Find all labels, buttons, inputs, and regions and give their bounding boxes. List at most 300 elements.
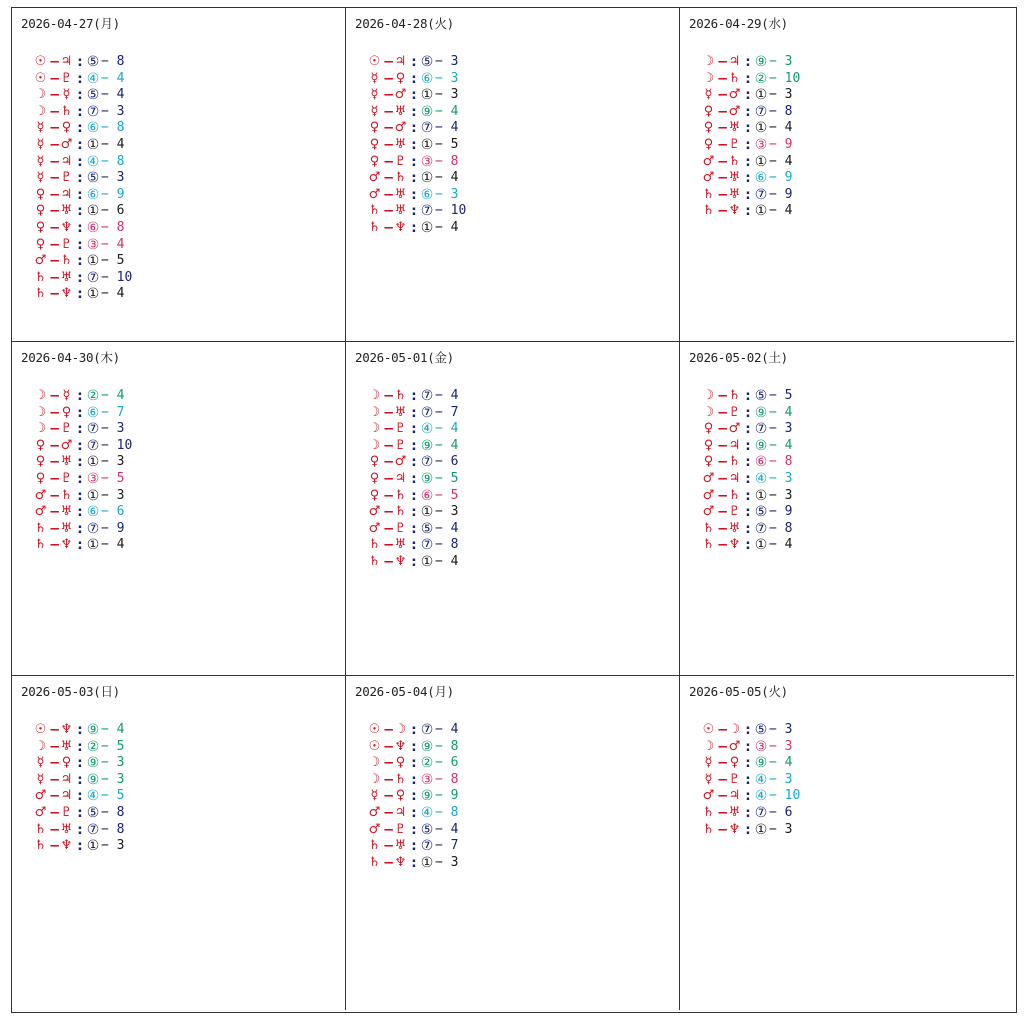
aspect-row: [366, 521, 469, 538]
aspect-row: [366, 203, 469, 220]
aspect-strength: − 3: [101, 103, 125, 119]
aspect-row: [700, 504, 803, 521]
aspect-code: ⑦: [420, 537, 434, 554]
colon-separator: :: [745, 487, 751, 504]
aspect-code: ⑥: [420, 186, 434, 203]
aspect-row: [700, 154, 803, 171]
aspect-strength: − 3: [101, 170, 125, 186]
planet-a-glyph: ♄: [368, 219, 381, 235]
colon-separator: :: [411, 854, 417, 871]
dash-separator: −: [49, 120, 61, 137]
aspect-row: [32, 772, 135, 789]
aspect-code: ④: [86, 70, 100, 87]
aspect-strength: − 3: [101, 771, 125, 787]
dash-separator: −: [383, 421, 395, 438]
dash-separator: −: [383, 70, 395, 87]
planet-b-glyph: ♇: [60, 470, 73, 486]
aspect-strength: − 4: [101, 286, 125, 302]
planet-a-glyph: ♂: [368, 170, 381, 186]
aspect-row: [32, 537, 135, 554]
dash-separator: −: [49, 421, 61, 438]
colon-separator: :: [77, 454, 83, 471]
aspect-row: [700, 454, 803, 471]
aspect-row: [366, 104, 469, 121]
aspect-code: ⑥: [420, 70, 434, 87]
planet-b-glyph: ♆: [60, 838, 73, 854]
planet-a-glyph: ♂: [368, 821, 381, 837]
aspect-code: ⑤: [86, 170, 100, 187]
aspect-row: [366, 388, 469, 405]
dash-separator: −: [717, 755, 729, 772]
aspect-strength: − 4: [435, 388, 459, 403]
colon-separator: :: [411, 804, 417, 821]
dash-separator: −: [383, 854, 395, 871]
colon-separator: :: [77, 286, 83, 303]
planet-b-glyph: ♇: [728, 504, 741, 520]
dash-separator: −: [717, 404, 729, 421]
planet-b-glyph: ♃: [394, 804, 407, 820]
planet-a-glyph: ☽: [702, 738, 715, 754]
aspect-code: ⑨: [754, 54, 768, 70]
day-cell: [12, 342, 346, 676]
aspect-row: [32, 388, 135, 405]
aspect-code: ①: [754, 487, 768, 504]
aspect-strength: − 8: [435, 771, 459, 787]
aspect-strength: − 4: [769, 404, 793, 420]
dash-separator: −: [717, 821, 729, 838]
aspect-strength: − 8: [101, 219, 125, 235]
dash-separator: −: [383, 755, 395, 772]
aspect-strength: − 4: [435, 421, 459, 437]
dash-separator: −: [717, 87, 729, 104]
colon-separator: :: [411, 470, 417, 487]
planet-b-glyph: ♃: [60, 54, 73, 69]
dash-separator: −: [383, 203, 395, 220]
day-date: 2026-05-05(火): [689, 684, 788, 699]
aspect-row: [700, 438, 803, 455]
aspect-strength: − 5: [101, 738, 125, 754]
planet-a-glyph: ☉: [34, 70, 47, 86]
colon-separator: :: [77, 87, 83, 104]
aspect-row: [366, 421, 469, 438]
planet-b-glyph: ♄: [60, 103, 73, 119]
aspect-strength: − 4: [435, 170, 459, 186]
colon-separator: :: [77, 219, 83, 236]
aspect-strength: − 8: [101, 821, 125, 837]
aspect-strength: − 4: [101, 87, 125, 103]
aspect-strength: − 5: [435, 136, 459, 152]
aspect-row: [366, 405, 469, 422]
dash-separator: −: [49, 437, 61, 454]
aspect-code: ②: [420, 755, 434, 772]
aspect-row: [700, 722, 803, 739]
colon-separator: :: [745, 771, 751, 788]
planet-b-glyph: ♄: [60, 253, 73, 269]
aspect-strength: − 8: [435, 153, 459, 169]
dash-separator: −: [717, 103, 729, 120]
planet-b-glyph: ♄: [728, 454, 741, 470]
aspect-strength: − 3: [769, 738, 793, 754]
aspect-strength: − 3: [101, 838, 125, 854]
planet-a-glyph: ☿: [370, 70, 379, 86]
dash-separator: −: [383, 738, 395, 755]
aspect-strength: − 4: [769, 203, 793, 219]
planet-b-glyph: ♆: [394, 854, 407, 870]
planet-a-glyph: ♀: [369, 487, 380, 503]
aspect-row: [366, 87, 469, 104]
planet-a-glyph: ♀: [35, 470, 46, 486]
dash-separator: −: [49, 838, 61, 855]
aspect-list: [32, 722, 135, 855]
planet-a-glyph: ♀: [35, 437, 46, 453]
dash-separator: −: [49, 738, 61, 755]
dash-separator: −: [49, 269, 61, 286]
aspect-strength: − 3: [435, 70, 459, 86]
planet-a-glyph: ♂: [368, 186, 381, 202]
aspect-code: ①: [420, 136, 434, 153]
aspect-code: ⑦: [420, 454, 434, 471]
aspect-row: [32, 722, 135, 739]
aspect-strength: − 4: [769, 755, 793, 771]
dash-separator: −: [383, 788, 395, 805]
aspect-row: [32, 170, 135, 187]
planet-a-glyph: ♂: [702, 170, 715, 186]
planet-b-glyph: ♄: [394, 504, 407, 520]
aspect-row: [32, 438, 135, 455]
planet-a-glyph: ♀: [703, 421, 714, 437]
aspect-strength: − 4: [101, 136, 125, 152]
dash-separator: −: [383, 120, 395, 137]
planet-b-glyph: ♄: [60, 487, 73, 503]
planet-a-glyph: ♂: [34, 487, 47, 503]
dash-separator: −: [49, 253, 61, 270]
colon-separator: :: [411, 120, 417, 137]
aspect-row: [700, 788, 803, 805]
planet-a-glyph: ♂: [34, 253, 47, 269]
aspect-code: ⑦: [86, 103, 100, 120]
aspect-row: [32, 120, 135, 137]
aspect-row: [366, 170, 469, 187]
planet-a-glyph: ☿: [36, 170, 45, 186]
aspect-code: ⑨: [420, 103, 434, 120]
planet-a-glyph: ☽: [368, 421, 381, 437]
aspect-strength: − 9: [101, 520, 125, 536]
dash-separator: −: [49, 153, 61, 170]
dash-separator: −: [717, 421, 729, 438]
aspect-code: ⑨: [86, 755, 100, 772]
planet-a-glyph: ♀: [703, 103, 714, 119]
planet-a-glyph: ☽: [702, 70, 715, 86]
dash-separator: −: [49, 236, 61, 253]
aspect-strength: − 10: [769, 70, 801, 86]
dash-separator: −: [383, 537, 395, 554]
aspect-strength: − 4: [769, 437, 793, 453]
aspect-code: ⑤: [754, 388, 768, 404]
aspect-strength: − 3: [769, 470, 793, 486]
aspect-code: ⑦: [86, 520, 100, 537]
aspect-row: [32, 253, 135, 270]
dash-separator: −: [49, 103, 61, 120]
colon-separator: :: [411, 186, 417, 203]
colon-separator: :: [411, 504, 417, 521]
planet-b-glyph: ♇: [60, 421, 73, 437]
planet-a-glyph: ♄: [34, 838, 47, 854]
colon-separator: :: [77, 136, 83, 153]
aspect-strength: − 4: [101, 70, 125, 86]
planet-b-glyph: ♂: [60, 136, 73, 152]
aspect-code: ⑤: [86, 54, 100, 70]
aspect-strength: − 4: [435, 520, 459, 536]
planet-a-glyph: ♂: [368, 804, 381, 820]
aspect-strength: − 3: [769, 421, 793, 437]
dash-separator: −: [383, 219, 395, 236]
colon-separator: :: [411, 821, 417, 838]
aspect-row: [32, 788, 135, 805]
aspect-row: [700, 54, 803, 71]
aspect-code: ⑦: [754, 103, 768, 120]
planet-a-glyph: ♄: [702, 821, 715, 837]
planet-a-glyph: ♀: [369, 470, 380, 486]
aspect-strength: − 3: [435, 54, 459, 69]
aspect-code: ①: [754, 153, 768, 170]
colon-separator: :: [745, 153, 751, 170]
dash-separator: −: [49, 404, 61, 421]
aspect-row: [700, 71, 803, 88]
planet-a-glyph: ♂: [34, 788, 47, 804]
planet-a-glyph: ☽: [368, 388, 381, 403]
aspect-strength: − 3: [769, 487, 793, 503]
dash-separator: −: [717, 771, 729, 788]
aspect-code: ⑦: [754, 520, 768, 537]
colon-separator: :: [411, 388, 417, 404]
aspect-strength: − 9: [769, 186, 793, 202]
aspect-strength: − 4: [435, 821, 459, 837]
colon-separator: :: [411, 219, 417, 236]
colon-separator: :: [745, 470, 751, 487]
aspect-strength: − 4: [435, 553, 459, 569]
aspect-strength: − 5: [435, 470, 459, 486]
aspect-strength: − 6: [769, 804, 793, 820]
colon-separator: :: [745, 537, 751, 554]
dash-separator: −: [383, 404, 395, 421]
planet-a-glyph: ☉: [34, 54, 47, 69]
planet-a-glyph: ☽: [34, 103, 47, 119]
planet-b-glyph: ♃: [60, 771, 73, 787]
planet-b-glyph: ☿: [62, 87, 71, 103]
aspect-code: ①: [86, 136, 100, 153]
planet-b-glyph: ♅: [394, 103, 407, 119]
aspect-strength: − 6: [101, 203, 125, 219]
dash-separator: −: [49, 186, 61, 203]
planet-b-glyph: ♆: [60, 286, 73, 302]
colon-separator: :: [745, 120, 751, 137]
colon-separator: :: [411, 537, 417, 554]
planet-b-glyph: ♃: [60, 186, 73, 202]
aspect-strength: − 3: [101, 755, 125, 771]
aspect-row: [700, 772, 803, 789]
aspect-code: ①: [86, 454, 100, 471]
dash-separator: −: [383, 520, 395, 537]
dash-separator: −: [49, 70, 61, 87]
planet-b-glyph: ☿: [62, 388, 71, 403]
planet-b-glyph: ♇: [60, 236, 73, 252]
dash-separator: −: [717, 437, 729, 454]
aspect-row: [32, 805, 135, 822]
aspect-row: [700, 203, 803, 220]
planet-a-glyph: ♀: [35, 186, 46, 202]
planet-b-glyph: ♅: [728, 186, 741, 202]
dash-separator: −: [49, 821, 61, 838]
planet-a-glyph: ☽: [34, 388, 47, 403]
aspect-strength: − 3: [435, 186, 459, 202]
planet-a-glyph: ♂: [702, 153, 715, 169]
aspect-code: ⑦: [754, 421, 768, 438]
planet-a-glyph: ♂: [702, 487, 715, 503]
colon-separator: :: [411, 487, 417, 504]
planet-b-glyph: ♃: [394, 470, 407, 486]
aspect-code: ③: [86, 470, 100, 487]
colon-separator: :: [77, 537, 83, 554]
planet-a-glyph: ♂: [34, 804, 47, 820]
aspect-strength: − 7: [101, 404, 125, 420]
planet-a-glyph: ☉: [368, 738, 381, 754]
planet-a-glyph: ♄: [34, 269, 47, 285]
aspect-row: [32, 187, 135, 204]
aspect-strength: − 9: [101, 186, 125, 202]
planet-b-glyph: ♇: [60, 70, 73, 86]
colon-separator: :: [411, 103, 417, 120]
planet-a-glyph: ☿: [36, 120, 45, 136]
dash-separator: −: [383, 437, 395, 454]
planet-a-glyph: ♄: [702, 186, 715, 202]
planet-b-glyph: ♂: [728, 87, 741, 103]
aspect-code: ①: [420, 87, 434, 104]
aspect-code: ⑤: [754, 722, 768, 738]
day-cell: [346, 676, 680, 1010]
dash-separator: −: [717, 186, 729, 203]
aspect-strength: − 5: [769, 388, 793, 403]
aspect-code: ①: [86, 286, 100, 303]
aspect-code: ④: [420, 804, 434, 821]
aspect-code: ⑦: [420, 838, 434, 855]
dash-separator: −: [717, 470, 729, 487]
aspect-code: ⑦: [86, 821, 100, 838]
planet-b-glyph: ♅: [394, 136, 407, 152]
dash-separator: −: [383, 487, 395, 504]
aspect-code: ②: [754, 70, 768, 87]
day-date: 2026-05-01(金): [355, 350, 454, 365]
planet-a-glyph: ☽: [702, 54, 715, 69]
aspect-strength: − 3: [769, 821, 793, 837]
colon-separator: :: [745, 804, 751, 821]
dash-separator: −: [717, 170, 729, 187]
planet-b-glyph: ♇: [728, 404, 741, 420]
colon-separator: :: [77, 404, 83, 421]
planet-b-glyph: ♂: [728, 103, 741, 119]
aspect-code: ⑨: [420, 470, 434, 487]
aspect-strength: − 6: [101, 504, 125, 520]
planet-a-glyph: ♂: [702, 504, 715, 520]
aspect-code: ⑦: [86, 437, 100, 454]
colon-separator: :: [77, 236, 83, 253]
aspect-row: [32, 137, 135, 154]
dash-separator: −: [49, 203, 61, 220]
aspect-row: [366, 187, 469, 204]
colon-separator: :: [77, 103, 83, 120]
aspect-strength: − 3: [769, 87, 793, 103]
dash-separator: −: [383, 838, 395, 855]
aspect-row: [366, 722, 469, 739]
planet-b-glyph: ♂: [394, 87, 407, 103]
aspect-strength: − 4: [769, 537, 793, 553]
aspect-strength: − 3: [435, 504, 459, 520]
day-cell: [680, 676, 1014, 1010]
dash-separator: −: [49, 771, 61, 788]
colon-separator: :: [77, 70, 83, 87]
planet-b-glyph: ♀: [729, 755, 740, 771]
aspect-code: ①: [420, 504, 434, 521]
colon-separator: :: [745, 87, 751, 104]
planet-b-glyph: ♅: [728, 170, 741, 186]
planet-b-glyph: ♇: [728, 136, 741, 152]
dash-separator: −: [49, 722, 61, 738]
dash-separator: −: [383, 87, 395, 104]
planet-a-glyph: ♂: [34, 504, 47, 520]
planet-b-glyph: ♄: [728, 153, 741, 169]
dash-separator: −: [49, 520, 61, 537]
dash-separator: −: [383, 103, 395, 120]
dash-separator: −: [383, 771, 395, 788]
aspect-code: ⑥: [420, 487, 434, 504]
planet-a-glyph: ♄: [702, 203, 715, 219]
aspect-code: ③: [420, 771, 434, 788]
planet-a-glyph: ☉: [34, 722, 47, 737]
aspect-list: [700, 388, 803, 554]
aspect-strength: − 4: [101, 722, 125, 737]
dash-separator: −: [383, 804, 395, 821]
colon-separator: :: [411, 203, 417, 220]
dash-separator: −: [717, 153, 729, 170]
planet-b-glyph: ♄: [394, 388, 407, 403]
planet-a-glyph: ☽: [702, 388, 715, 403]
aspect-list: [700, 722, 803, 838]
planet-b-glyph: ☽: [728, 722, 741, 737]
colon-separator: :: [411, 87, 417, 104]
dash-separator: −: [717, 804, 729, 821]
planet-a-glyph: ☽: [34, 87, 47, 103]
day-cell: [680, 342, 1014, 676]
dash-separator: −: [49, 470, 61, 487]
aspect-row: [700, 488, 803, 505]
colon-separator: :: [411, 421, 417, 438]
planet-a-glyph: ☿: [370, 788, 379, 804]
planet-a-glyph: ♀: [369, 120, 380, 136]
planet-b-glyph: ♇: [394, 520, 407, 536]
aspect-strength: − 4: [435, 103, 459, 119]
aspect-row: [32, 471, 135, 488]
dash-separator: −: [717, 454, 729, 471]
colon-separator: :: [77, 771, 83, 788]
planet-a-glyph: ☽: [368, 404, 381, 420]
aspect-row: [366, 154, 469, 171]
aspect-code: ④: [86, 153, 100, 170]
aspect-strength: − 4: [101, 236, 125, 252]
dash-separator: −: [383, 54, 395, 70]
aspect-row: [700, 822, 803, 839]
dash-separator: −: [49, 54, 61, 70]
colon-separator: :: [77, 54, 83, 70]
aspect-code: ①: [86, 537, 100, 554]
